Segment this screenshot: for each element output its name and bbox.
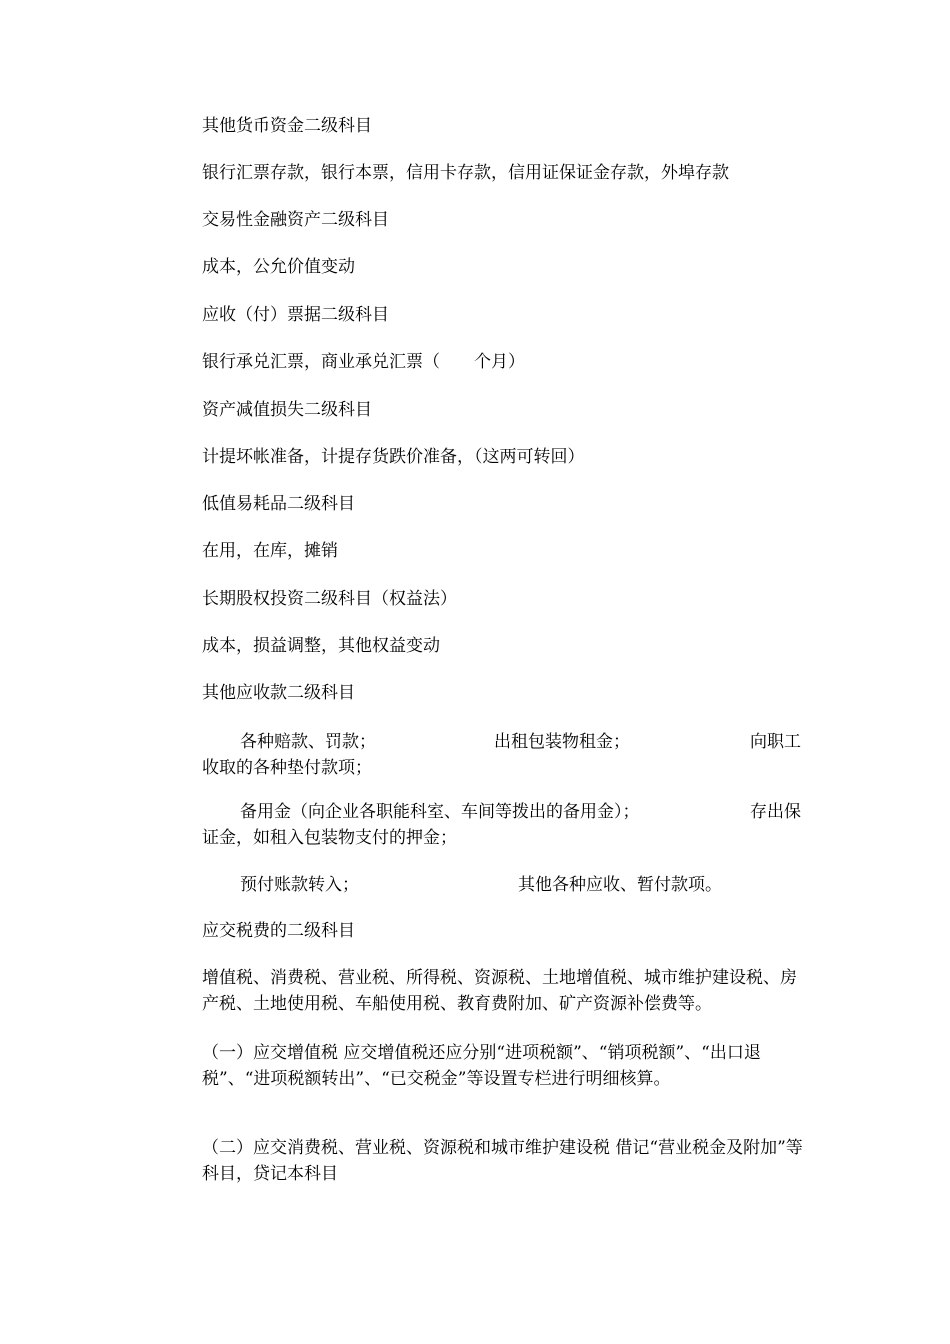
paragraph-asset-impairment-items: 计提坏帐准备，计提存货跌价准备，（这两可转回） [202, 447, 585, 467]
paragraph-taxes-list: 增值税、消费税、营业税、所得税、资源税、土地增值税、城市维护建设税、房产税、土地使用税、车船使用税、教育费附加、矿产资源补偿费等。 [202, 968, 797, 1014]
heading-low-value-consumables: 低值易耗品二级科目 [202, 494, 355, 514]
paragraph-consumption-business-tax: （二）应交消费税、营业税、资源税和城市维护建设税 借记“营业税金及附加”等科目，贷记本科目 [202, 1138, 803, 1184]
item-prepayment-transfer: 预付账款转入； [240, 875, 359, 895]
item-deposits-end: 证金，如租入包装物支付的押金； [202, 828, 457, 848]
heading-asset-impairment-loss: 资产减值损失二级科目 [202, 400, 372, 420]
paragraph-trading-financial-assets-items: 成本，公允价值变动 [202, 257, 355, 277]
item-deposits-start: 存出保 [750, 802, 801, 822]
item-other-receivables: 其他各种应收、暂付款项。 [518, 875, 722, 895]
paragraph-low-value-consumables-items: 在用，在库，摊销 [202, 541, 338, 561]
heading-other-receivables: 其他应收款二级科目 [202, 683, 355, 703]
heading-other-monetary-funds: 其他货币资金二级科目 [202, 116, 372, 136]
heading-trading-financial-assets: 交易性金融资产二级科目 [202, 210, 389, 230]
paragraph-other-monetary-funds-items: 银行汇票存款，银行本票，信用卡存款，信用证保证金存款，外埠存款 [202, 163, 729, 183]
paragraph-notes-items: 银行承兑汇票，商业承兑汇票（ 个月） [202, 352, 525, 372]
item-petty-cash: 备用金（向企业各职能科室、车间等拨出的备用金）； [240, 802, 640, 822]
item-compensation-fines: 各种赔款、罚款； [240, 732, 376, 752]
paragraph-vat-payable: （一）应交增值税 应交增值税还应分别“进项税额”、“销项税额”、“出口退税”、“进项税额转出”、“已交税金”等设置专栏进行明细核算。 [202, 1043, 761, 1089]
heading-long-term-equity-investment: 长期股权投资二级科目（权益法） [202, 589, 457, 609]
item-employee-advances-start: 向职工 [750, 732, 801, 752]
item-employee-advances-end: 收取的各种垫付款项； [202, 758, 372, 778]
paragraph-long-term-equity-items: 成本，损益调整，其他权益变动 [202, 636, 440, 656]
item-packaging-rent: 出租包装物租金； [494, 732, 630, 752]
heading-taxes-payable: 应交税费的二级科目 [202, 921, 355, 941]
heading-notes-receivable-payable: 应收（付）票据二级科目 [202, 305, 389, 325]
